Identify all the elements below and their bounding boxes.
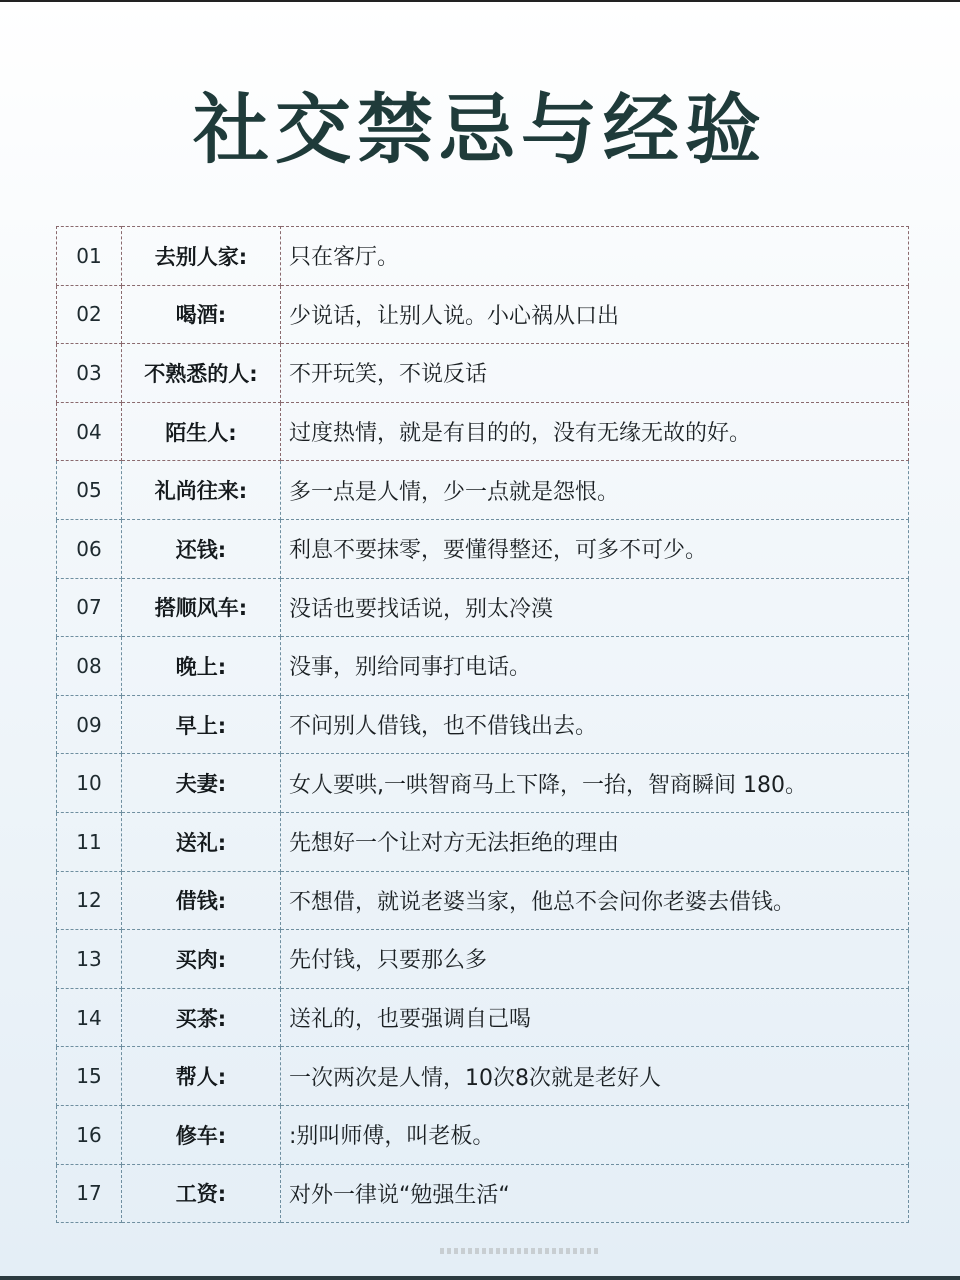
row-number: 12 xyxy=(57,871,122,930)
row-number: 08 xyxy=(57,637,122,696)
table-row xyxy=(57,227,909,286)
row-topic: 早上: xyxy=(122,695,281,754)
row-number: 02 xyxy=(57,285,122,344)
row-topic: 不熟悉的人: xyxy=(122,344,281,403)
row-advice: 对外一律说“勉强生活“ xyxy=(281,1164,909,1223)
row-number: 01 xyxy=(57,227,122,286)
row-topic: 夫妻: xyxy=(122,754,281,813)
table-row xyxy=(57,1164,909,1223)
row-advice: 没事，别给同事打电话。 xyxy=(281,637,909,696)
row-advice: 送礼的，也要强调自己喝 xyxy=(281,988,909,1047)
table-row xyxy=(57,637,909,696)
top-border xyxy=(0,0,960,2)
row-topic: 送礼: xyxy=(122,812,281,871)
table-row xyxy=(57,578,909,637)
row-number: 11 xyxy=(57,812,122,871)
row-topic: 修车: xyxy=(122,1105,281,1164)
row-topic: 礼尚往来: xyxy=(122,461,281,520)
row-topic: 喝酒: xyxy=(122,285,281,344)
table-row xyxy=(57,988,909,1047)
row-number: 04 xyxy=(57,402,122,461)
row-number: 14 xyxy=(57,988,122,1047)
row-topic: 买茶: xyxy=(122,988,281,1047)
row-topic: 借钱: xyxy=(122,871,281,930)
row-advice: 只在客厅。 xyxy=(281,227,909,286)
row-topic: 去别人家: xyxy=(122,227,281,286)
table-row xyxy=(57,402,909,461)
row-number: 13 xyxy=(57,930,122,989)
row-topic: 搭顺风车: xyxy=(122,578,281,637)
row-advice: 没话也要找话说，别太冷漠 xyxy=(281,578,909,637)
table-row xyxy=(57,285,909,344)
bottom-border xyxy=(0,1276,960,1280)
row-topic: 帮人: xyxy=(122,1047,281,1106)
table-row xyxy=(57,461,909,520)
row-advice: 不问别人借钱，也不借钱出去。 xyxy=(281,695,909,754)
row-topic: 买肉: xyxy=(122,930,281,989)
row-advice: 不想借，就说老婆当家，他总不会问你老婆去借钱。 xyxy=(281,871,909,930)
row-number: 03 xyxy=(57,344,122,403)
row-number: 17 xyxy=(57,1164,122,1223)
row-topic: 陌生人: xyxy=(122,402,281,461)
table-row xyxy=(57,1047,909,1106)
row-topic: 还钱: xyxy=(122,519,281,578)
table-row xyxy=(57,519,909,578)
row-advice: :别叫师傅，叫老板。 xyxy=(281,1105,909,1164)
row-advice: 利息不要抹零，要懂得整还，可多不可少。 xyxy=(281,519,909,578)
page-title: 社交禁忌与经验 xyxy=(193,85,767,174)
row-number: 06 xyxy=(57,519,122,578)
row-number: 15 xyxy=(57,1047,122,1106)
table-row xyxy=(57,754,909,813)
row-advice: 先想好一个让对方无法拒绝的理由 xyxy=(281,812,909,871)
table-row xyxy=(57,695,909,754)
row-topic: 工资: xyxy=(122,1164,281,1223)
row-topic: 晚上: xyxy=(122,637,281,696)
row-advice: 多一点是人情，少一点就是怨恨。 xyxy=(281,461,909,520)
table-row xyxy=(57,871,909,930)
row-advice: 女人要哄,一哄智商马上下降，一抬，智商瞬间 180。 xyxy=(281,754,909,813)
table-row xyxy=(57,930,909,989)
table-body xyxy=(57,227,909,1223)
row-advice: 过度热情，就是有目的的，没有无缘无故的好。 xyxy=(281,402,909,461)
row-number: 09 xyxy=(57,695,122,754)
table-row xyxy=(57,344,909,403)
row-advice: 少说话，让别人说。小心祸从口出 xyxy=(281,285,909,344)
row-number: 10 xyxy=(57,754,122,813)
row-number: 07 xyxy=(57,578,122,637)
row-advice: 先付钱，只要那么多 xyxy=(281,930,909,989)
row-advice: 一次两次是人情，10次8次就是老好人 xyxy=(281,1047,909,1106)
row-number: 05 xyxy=(57,461,122,520)
table-row xyxy=(57,812,909,871)
etiquette-table xyxy=(56,226,909,1223)
table-row xyxy=(57,1105,909,1164)
row-number: 16 xyxy=(57,1105,122,1164)
row-advice: 不开玩笑，不说反话 xyxy=(281,344,909,403)
watermark-dots xyxy=(440,1248,600,1254)
